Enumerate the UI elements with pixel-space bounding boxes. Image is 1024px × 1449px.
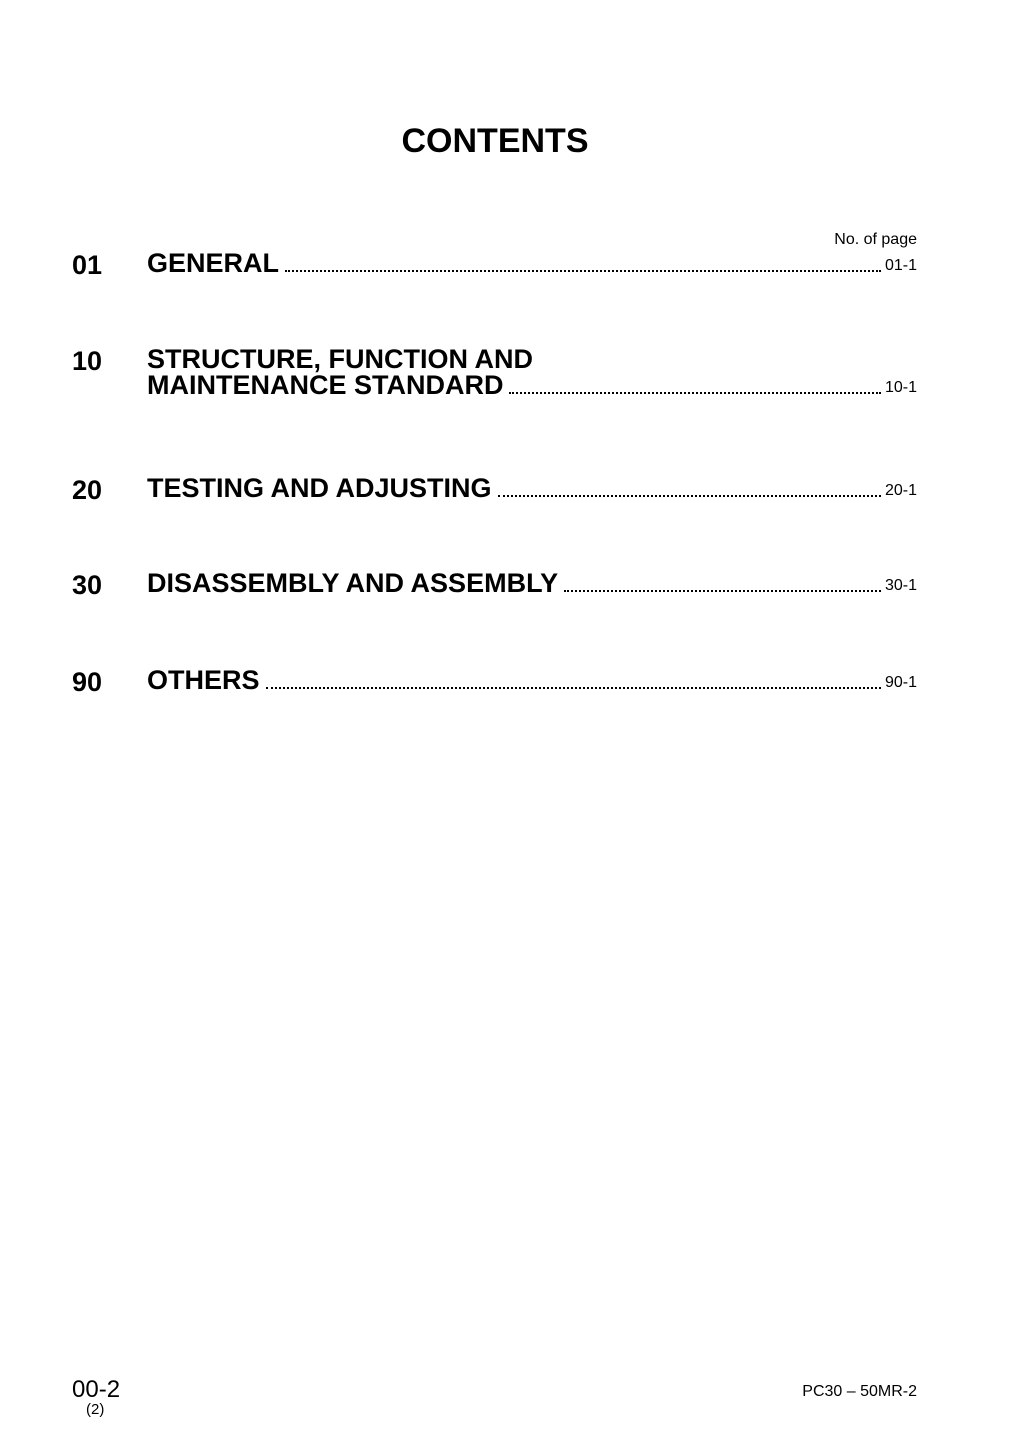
section-title: OTHERS [147, 665, 260, 695]
dot-leader [498, 495, 881, 497]
dot-leader [509, 392, 880, 394]
page-title: CONTENTS [401, 122, 589, 160]
section-title: DISASSEMBLY AND ASSEMBLY [147, 568, 559, 598]
section-title: TESTING AND ADJUSTING [147, 473, 492, 503]
section-number: 10 [72, 346, 103, 376]
section-title: GENERAL [147, 248, 280, 278]
no-of-page-header: No. of page [834, 231, 917, 248]
page-ref: 90-1 [884, 674, 917, 691]
section-number: 90 [72, 667, 103, 697]
dot-leader [285, 270, 881, 272]
toc-entry-testing[interactable] [72, 475, 917, 507]
dot-leader [266, 687, 881, 689]
page-ref: 10-1 [884, 379, 917, 396]
dot-leader [564, 590, 881, 592]
page-ref: 20-1 [884, 482, 917, 499]
section-title-line1: STRUCTURE, FUNCTION AND [147, 344, 533, 374]
toc-entry-general[interactable] [72, 250, 917, 282]
section-number: 01 [72, 250, 103, 280]
footer-revision: (2) [86, 1401, 105, 1418]
toc-entry-disassembly[interactable] [72, 570, 917, 602]
section-number: 30 [72, 570, 103, 600]
footer-page-number: 00-2 [72, 1376, 121, 1403]
toc-entry-structure[interactable] [72, 346, 917, 402]
section-title-line2: MAINTENANCE STANDARD [147, 370, 504, 400]
page-ref: 30-1 [884, 577, 917, 594]
toc-entry-others[interactable] [72, 667, 917, 699]
page-ref: 01-1 [884, 257, 917, 274]
footer-model: PC30 – 50MR-2 [802, 1383, 917, 1400]
section-number: 20 [72, 475, 103, 505]
